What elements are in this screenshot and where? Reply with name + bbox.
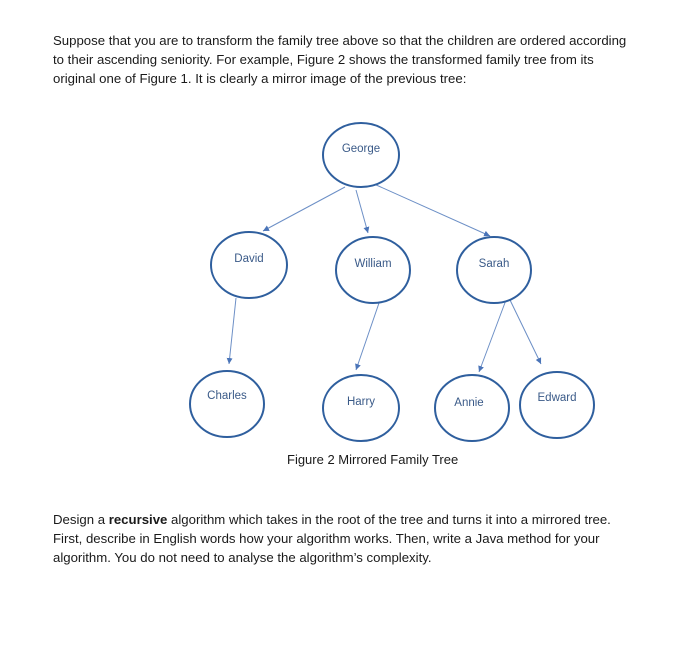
node-george (323, 123, 399, 187)
task-line-1-end: algorithm which takes in the root of the tree and turns it into a mirrored tree. (167, 512, 611, 527)
node-sarah-label: Sarah (478, 258, 510, 270)
edge-sarah-edward (510, 300, 541, 364)
figure-caption: Figure 2 Mirrored Family Tree (287, 452, 459, 467)
node-david (211, 232, 287, 298)
node-annie (435, 375, 509, 441)
node-david-label: David (234, 253, 264, 265)
node-harry-label: Harry (346, 396, 376, 408)
edge-george-sarah (374, 184, 490, 236)
node-sarah (457, 237, 531, 303)
intro-line-3: original one of Figure 1. It is clearly a mirror image of the previous tree: (53, 71, 467, 86)
task-line-2: First, describe in English words how your algorithm works. Then, write a Java method for your (53, 531, 600, 546)
edge-george-david (263, 187, 345, 231)
node-annie-label: Annie (454, 397, 484, 409)
task-line-3: algorithm. You do not need to analyse the algorithm’s complexity. (53, 550, 432, 565)
edge-david-charles (229, 298, 236, 364)
edge-william-harry (356, 303, 379, 370)
task-bold-recursive: recursive (108, 512, 168, 527)
edge-george-william (356, 190, 368, 233)
task-paragraph (53, 510, 653, 567)
node-charles-label: Charles (207, 390, 247, 402)
edge-sarah-annie (479, 300, 506, 372)
node-edward-label: Edward (537, 392, 577, 404)
intro-line-2: to their ascending seniority. For example, Figure 2 shows the transformed family tree from its (53, 52, 594, 67)
intro-line-1: Suppose that you are to transform the family tree above so that the children are ordered according (53, 33, 627, 48)
node-harry (323, 375, 399, 441)
node-william-label: William (354, 258, 392, 270)
node-charles (190, 371, 264, 437)
node-william (336, 237, 410, 303)
node-george-label: George (341, 143, 381, 155)
task-line-1-start: Design a (53, 512, 109, 527)
node-edward (520, 372, 594, 438)
